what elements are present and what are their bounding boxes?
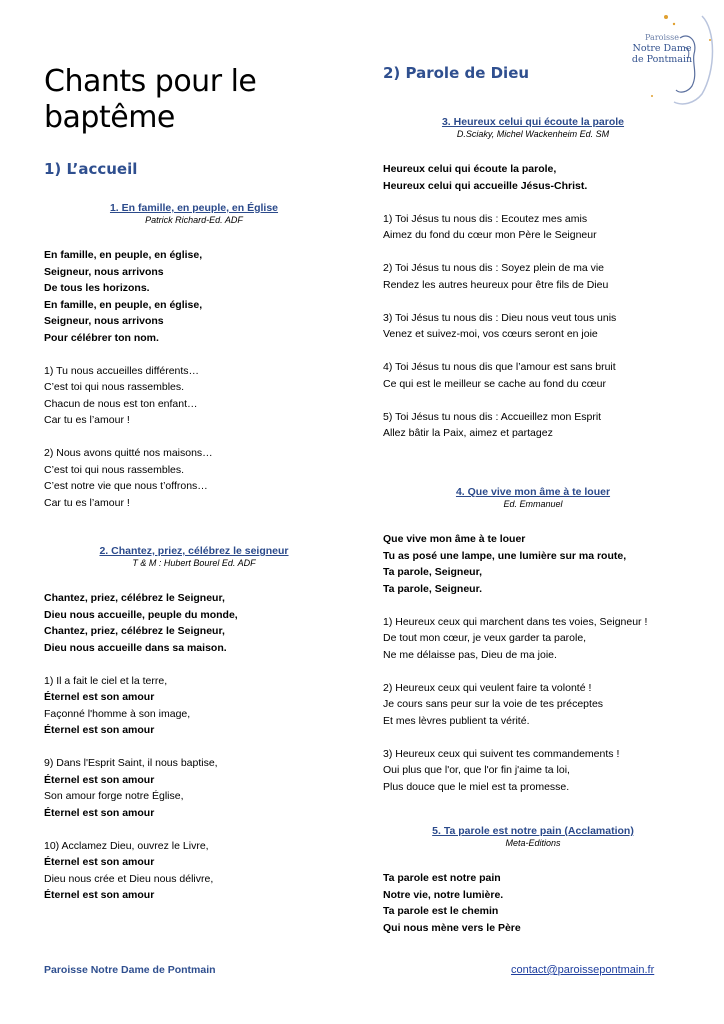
- lyric-line: 1) Tu nous accueilles différents…: [44, 364, 200, 377]
- refrain-line: Qui nous mène vers le Père: [383, 921, 521, 934]
- song-credit: T & M : Hubert Bourel Ed. ADF: [132, 558, 256, 568]
- lyric-line: Car tu es l’amour !: [44, 496, 130, 509]
- stanza-gap: [383, 597, 683, 614]
- song-lyrics: [44, 247, 344, 511]
- refrain-line: En famille, en peuple, en église,: [44, 298, 203, 311]
- refrain-line: Éternel est son amour: [44, 889, 155, 901]
- lyric-line: Je cours sans peur sur la voie de tes préceptes: [383, 698, 604, 710]
- lyric-line: Chacun de nous est ton enfant…: [44, 397, 198, 410]
- refrain-line: Seigneur, nous arrivons: [44, 265, 164, 278]
- refrain-line: Pour célébrer ton nom.: [44, 331, 159, 344]
- song-credit: Patrick Richard-Ed. ADF: [145, 215, 243, 225]
- lyric-line: De tout mon cœur, je veux garder ta parole,: [383, 632, 587, 644]
- refrain-line: Heureux celui qui accueille Jésus-Christ.: [383, 179, 588, 192]
- section-heading-accueil: 1) L’accueil: [44, 160, 138, 178]
- refrain-line: Heureux celui qui écoute la parole,: [383, 163, 557, 175]
- footer-contact-email-link[interactable]: contact@paroissepontmain.fr: [511, 964, 655, 976]
- lyric-line: 3) Heureux ceux qui suivent tes commandements !: [383, 747, 620, 760]
- logo-line3: de Pontmain: [631, 54, 693, 65]
- song-lyrics: [383, 870, 683, 936]
- song-en-famille: [44, 202, 344, 511]
- song-heureux-celui: [383, 116, 683, 442]
- refrain-line: Notre vie, notre lumière.: [383, 888, 504, 901]
- lyric-line: Venez et suivez-moi, vos cœurs seront en joie: [383, 328, 598, 340]
- lyric-line: 1) Heureux ceux qui marchent dans tes voies, Seigneur !: [383, 615, 648, 628]
- lyric-line: C’est notre vie que nous t’offrons…: [44, 480, 208, 492]
- lyric-line: Ne me délaisse pas, Dieu de ma joie.: [383, 648, 557, 661]
- lyric-line: Et mes lèvres publient ta vérité.: [383, 714, 530, 727]
- stanza-gap: [383, 343, 683, 360]
- stanza-gap: [44, 429, 344, 446]
- refrain-line: Que vive mon âme à te louer: [383, 533, 526, 545]
- refrain-line: Ta parole, Seigneur,: [383, 566, 483, 578]
- stanza-gap: [44, 821, 344, 838]
- lyric-line: 1) Toi Jésus tu nous dis : Ecoutez mes amis: [383, 212, 588, 225]
- page-title: [44, 64, 314, 136]
- song-lyrics: [44, 590, 344, 904]
- song-lyrics: [383, 161, 683, 442]
- lyric-line: Plus douce que le miel est ta promesse.: [383, 780, 570, 793]
- lyric-line: 2) Toi Jésus tu nous dis : Soyez plein de ma vie: [383, 262, 605, 274]
- refrain-line: Chantez, priez, célébrez le Seigneur,: [44, 625, 225, 637]
- refrain-line: Seigneur, nous arrivons: [44, 315, 164, 327]
- stanza-gap: [44, 656, 344, 673]
- lyric-line: 10) Acclamez Dieu, ouvrez le Livre,: [44, 839, 209, 852]
- refrain-line: En famille, en peuple, en église,: [44, 249, 203, 261]
- stanza-gap: [44, 739, 344, 756]
- lyric-line: 9) Dans l'Esprit Saint, il nous baptise,: [44, 757, 218, 769]
- song-title: 4. Que vive mon âme à te louer: [455, 486, 611, 498]
- song-ta-parole: [383, 825, 683, 936]
- refrain-line: Éternel est son amour: [44, 691, 155, 703]
- refrain-line: Éternel est son amour: [44, 724, 155, 736]
- stanza-gap: [383, 244, 683, 261]
- lyric-line: 3) Toi Jésus tu nous dis : Dieu nous veut tous unis: [383, 311, 617, 324]
- song-chantez-priez: [44, 545, 344, 904]
- song-title: 2. Chantez, priez, célébrez le seigneur: [99, 545, 289, 557]
- song-credit: Meta-Editions: [505, 838, 561, 848]
- title-line1: Chants pour le: [44, 64, 257, 99]
- lyric-line: 4) Toi Jésus tu nous dis que l’amour est sans bruit: [383, 361, 616, 373]
- lyric-line: C’est toi qui nous rassembles.: [44, 463, 185, 476]
- refrain-line: Dieu nous accueille dans sa maison.: [44, 641, 227, 654]
- refrain-line: Éternel est son amour: [44, 856, 155, 868]
- section-heading-parole: 2) Parole de Dieu: [383, 64, 530, 82]
- lyric-line: Allez bâtir la Paix, aimez et partagez: [383, 427, 553, 439]
- lyric-line: 2) Heureux ceux qui veulent faire ta volonté !: [383, 681, 592, 694]
- stanza-gap: [383, 194, 683, 211]
- stanza-gap: [383, 729, 683, 746]
- lyric-line: C’est toi qui nous rassembles.: [44, 381, 185, 393]
- lyric-line: Car tu es l’amour !: [44, 414, 130, 426]
- lyric-line: Oui plus que l'or, que l'or fin j'aime ta loi,: [383, 764, 570, 776]
- stanza-gap: [383, 392, 683, 409]
- stanza-gap: [383, 663, 683, 680]
- lyric-line: 1) Il a fait le ciel et la terre,: [44, 674, 168, 687]
- lyric-line: Dieu nous crée et Dieu nous délivre,: [44, 872, 214, 885]
- stanza-gap: [383, 293, 683, 310]
- lyric-line: 5) Toi Jésus tu nous dis : Accueillez mon Esprit: [383, 410, 602, 423]
- song-credit: D.Sciaky, Michel Wackenheim Ed. SM: [456, 129, 610, 139]
- lyric-line: Façonné l'homme à son image,: [44, 707, 191, 720]
- song-title: 5. Ta parole est notre pain (Acclamation): [432, 825, 634, 837]
- lyric-line: Son amour forge notre Église,: [44, 790, 184, 802]
- title-line2: baptême: [44, 100, 175, 135]
- star-icon: [664, 15, 668, 19]
- refrain-line: Ta parole est le chemin: [383, 905, 499, 917]
- stanza-gap: [44, 346, 344, 363]
- refrain-line: Éternel est son amour: [44, 773, 155, 786]
- song-title: 3. Heureux celui qui écoute la parole: [441, 116, 625, 128]
- song-title: 1. En famille, en peuple, en Église: [109, 202, 279, 214]
- lyric-line: Ce qui est le meilleur se cache au fond du cœur: [383, 377, 606, 390]
- refrain-line: Ta parole, Seigneur.: [383, 582, 483, 595]
- logo-line1: Paroisse: [645, 33, 679, 42]
- refrain-line: De tous les horizons.: [44, 282, 150, 294]
- lyric-line: Rendez les autres heureux pour être fils de Dieu: [383, 278, 609, 291]
- logo-text: [624, 32, 700, 65]
- logo-line2: Notre Dame: [632, 43, 692, 54]
- refrain-line: Tu as posé une lampe, une lumière sur ma route,: [383, 549, 627, 562]
- song-credit: Ed. Emmanuel: [503, 499, 563, 509]
- refrain-line: Ta parole est notre pain: [383, 872, 501, 884]
- footer-parish-name: Paroisse Notre Dame de Pontmain: [44, 964, 216, 976]
- refrain-line: Éternel est son amour: [44, 806, 155, 819]
- song-lyrics: [383, 531, 683, 795]
- refrain-line: Chantez, priez, célébrez le Seigneur,: [44, 592, 225, 604]
- lyric-line: 2) Nous avons quitté nos maisons…: [44, 447, 213, 459]
- song-que-vive-mon-ame: [383, 486, 683, 795]
- refrain-line: Dieu nous accueille, peuple du monde,: [44, 608, 238, 621]
- lyric-line: Aimez du fond du cœur mon Père le Seigneur: [383, 229, 597, 241]
